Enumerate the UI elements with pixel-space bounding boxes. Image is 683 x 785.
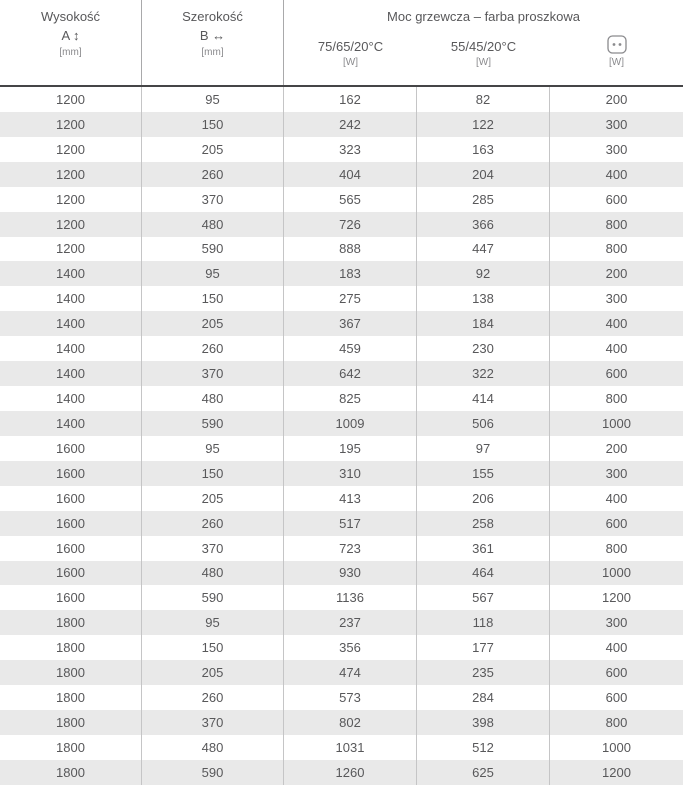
table-cell: 600 bbox=[605, 690, 628, 706]
table-cell: 1136 bbox=[284, 585, 417, 610]
table-cell: 1800 bbox=[0, 635, 142, 660]
table-cell: 1600 bbox=[0, 461, 142, 486]
table-cell: 565 bbox=[284, 187, 417, 212]
table-cell: 300 bbox=[605, 615, 628, 631]
table-row bbox=[0, 610, 683, 635]
table-cell: 235 bbox=[417, 660, 550, 685]
table-cell: 260 bbox=[142, 511, 284, 536]
width-unit: [mm] bbox=[201, 47, 224, 58]
table-cell: 600 bbox=[605, 191, 628, 207]
table-header bbox=[0, 0, 683, 87]
table-cell: 802 bbox=[284, 710, 417, 735]
table-row bbox=[0, 386, 683, 411]
table-cell: 177 bbox=[417, 635, 550, 660]
table-cell: 195 bbox=[284, 436, 417, 461]
table-cell: 356 bbox=[284, 635, 417, 660]
table-cell: 322 bbox=[417, 361, 550, 386]
table-cell: 237 bbox=[284, 610, 417, 635]
table-cell: 155 bbox=[417, 461, 550, 486]
table-cell: 590 bbox=[142, 411, 284, 436]
table-cell: 1200 bbox=[602, 590, 631, 606]
table-cell: 370 bbox=[142, 536, 284, 561]
table-cell: 184 bbox=[417, 311, 550, 336]
table-cell: 242 bbox=[284, 112, 417, 137]
table-cell: 258 bbox=[417, 511, 550, 536]
table-row bbox=[0, 112, 683, 137]
table-cell: 118 bbox=[417, 610, 550, 635]
table-cell: 95 bbox=[142, 436, 284, 461]
table-cell: 163 bbox=[417, 137, 550, 162]
table-row bbox=[0, 212, 683, 237]
table-cell: 230 bbox=[417, 336, 550, 361]
table-cell: 723 bbox=[284, 536, 417, 561]
power-socket-icon bbox=[550, 34, 683, 54]
table-cell: 642 bbox=[284, 361, 417, 386]
table-row bbox=[0, 361, 683, 386]
table-row bbox=[0, 735, 683, 760]
table-cell: 400 bbox=[605, 490, 628, 506]
table-cell: 361 bbox=[417, 536, 550, 561]
subheader-55-45-20 bbox=[417, 34, 550, 85]
table-row bbox=[0, 710, 683, 735]
table-cell: 573 bbox=[284, 685, 417, 710]
table-row bbox=[0, 436, 683, 461]
temperature-label: 55/45/20°C bbox=[450, 39, 517, 54]
table-cell: 1600 bbox=[0, 536, 142, 561]
table-cell: 1800 bbox=[0, 760, 142, 785]
table-row bbox=[0, 486, 683, 511]
table-cell: 323 bbox=[284, 137, 417, 162]
table-row bbox=[0, 336, 683, 361]
width-title: Szerokość bbox=[182, 9, 243, 24]
table-cell: 285 bbox=[417, 187, 550, 212]
table-cell: 480 bbox=[142, 735, 284, 760]
table-cell: 300 bbox=[605, 291, 628, 307]
table-cell: 204 bbox=[417, 162, 550, 187]
table-cell: 95 bbox=[142, 610, 284, 635]
table-cell: 205 bbox=[142, 486, 284, 511]
table-cell: 480 bbox=[142, 212, 284, 237]
header-col-width bbox=[142, 0, 284, 85]
temperature-label: 75/65/20°C bbox=[317, 39, 384, 54]
table-cell: 1600 bbox=[0, 486, 142, 511]
table-cell: 284 bbox=[417, 685, 550, 710]
table-row bbox=[0, 760, 683, 785]
table-cell: 590 bbox=[142, 760, 284, 785]
table-cell: 1000 bbox=[602, 415, 631, 431]
table-row bbox=[0, 237, 683, 262]
table-cell: 150 bbox=[142, 635, 284, 660]
table-cell: 1000 bbox=[602, 565, 631, 581]
table-cell: 205 bbox=[142, 311, 284, 336]
table-cell: 150 bbox=[142, 112, 284, 137]
table-cell: 590 bbox=[142, 237, 284, 262]
table-cell: 1200 bbox=[0, 112, 142, 137]
table-cell: 1800 bbox=[0, 685, 142, 710]
table-row bbox=[0, 585, 683, 610]
table-row bbox=[0, 536, 683, 561]
height-title: Wysokość bbox=[40, 9, 101, 24]
table-row bbox=[0, 311, 683, 336]
table-cell: 300 bbox=[605, 116, 628, 132]
table-cell: 1800 bbox=[0, 610, 142, 635]
table-cell: 414 bbox=[417, 386, 550, 411]
header-group-heating-power bbox=[284, 0, 683, 85]
table-cell: 310 bbox=[284, 461, 417, 486]
table-cell: 150 bbox=[142, 286, 284, 311]
table-row bbox=[0, 635, 683, 660]
table-cell: 370 bbox=[142, 710, 284, 735]
table-cell: 726 bbox=[284, 212, 417, 237]
table-cell: 625 bbox=[417, 760, 550, 785]
table-cell: 1400 bbox=[0, 261, 142, 286]
table-cell: 413 bbox=[284, 486, 417, 511]
table-cell: 260 bbox=[142, 162, 284, 187]
table-cell: 1400 bbox=[0, 286, 142, 311]
table-cell: 366 bbox=[417, 212, 550, 237]
table-cell: 1031 bbox=[284, 735, 417, 760]
table-cell: 1200 bbox=[0, 137, 142, 162]
table-cell: 1200 bbox=[0, 187, 142, 212]
subheader-75-65-20 bbox=[284, 34, 417, 85]
table-cell: 205 bbox=[142, 137, 284, 162]
table-cell: 480 bbox=[142, 561, 284, 586]
table-cell: 825 bbox=[284, 386, 417, 411]
table-row bbox=[0, 411, 683, 436]
table-cell: 1200 bbox=[0, 87, 142, 112]
table-cell: 260 bbox=[142, 336, 284, 361]
table-cell: 517 bbox=[284, 511, 417, 536]
subheader-electric bbox=[550, 34, 683, 85]
table-cell: 200 bbox=[605, 91, 628, 107]
table-row bbox=[0, 137, 683, 162]
table-cell: 370 bbox=[142, 361, 284, 386]
table-cell: 1009 bbox=[284, 411, 417, 436]
table-row bbox=[0, 87, 683, 112]
table-cell: 1260 bbox=[284, 760, 417, 785]
table-cell: 567 bbox=[417, 585, 550, 610]
table-cell: 200 bbox=[605, 440, 628, 456]
table-cell: 800 bbox=[605, 391, 628, 407]
table-row bbox=[0, 660, 683, 685]
table-cell: 512 bbox=[417, 735, 550, 760]
table-cell: 800 bbox=[605, 715, 628, 730]
table-cell: 162 bbox=[284, 87, 417, 112]
table-cell: 1400 bbox=[0, 386, 142, 411]
table-cell: 600 bbox=[605, 515, 628, 531]
table-cell: 1800 bbox=[0, 735, 142, 760]
table-cell: 1400 bbox=[0, 311, 142, 336]
table-row bbox=[0, 561, 683, 586]
table-cell: 1200 bbox=[602, 764, 631, 780]
table-cell: 800 bbox=[605, 540, 628, 556]
table-cell: 1600 bbox=[0, 561, 142, 586]
table-cell: 400 bbox=[605, 316, 628, 332]
table-row bbox=[0, 461, 683, 486]
table-cell: 122 bbox=[417, 112, 550, 137]
height-dimension-label: A ↕ bbox=[61, 28, 80, 43]
table-cell: 600 bbox=[605, 665, 628, 681]
table-row bbox=[0, 511, 683, 536]
table-row bbox=[0, 685, 683, 710]
watt-unit: [W] bbox=[476, 57, 491, 68]
table-cell: 800 bbox=[605, 216, 628, 232]
table-cell: 138 bbox=[417, 286, 550, 311]
heating-power-group-title: Moc grzewcza – farba proszkowa bbox=[387, 9, 580, 24]
table-cell: 275 bbox=[284, 286, 417, 311]
table-cell: 92 bbox=[417, 261, 550, 286]
table-cell: 447 bbox=[417, 237, 550, 262]
table-cell: 600 bbox=[605, 366, 628, 382]
table-cell: 1400 bbox=[0, 336, 142, 361]
table-cell: 400 bbox=[605, 640, 628, 656]
table-cell: 474 bbox=[284, 660, 417, 685]
table-cell: 300 bbox=[605, 141, 628, 157]
height-unit: [mm] bbox=[59, 47, 82, 58]
table-cell: 888 bbox=[284, 237, 417, 262]
table-cell: 183 bbox=[284, 261, 417, 286]
table-cell: 97 bbox=[417, 436, 550, 461]
table-cell: 1200 bbox=[0, 212, 142, 237]
table-cell: 1600 bbox=[0, 511, 142, 536]
table-cell: 1800 bbox=[0, 660, 142, 685]
table-cell: 930 bbox=[284, 561, 417, 586]
table-cell: 506 bbox=[417, 411, 550, 436]
table-cell: 1400 bbox=[0, 411, 142, 436]
table-cell: 480 bbox=[142, 386, 284, 411]
table-cell: 1400 bbox=[0, 361, 142, 386]
table-cell: 367 bbox=[284, 311, 417, 336]
watt-unit: [W] bbox=[343, 57, 358, 68]
table-cell: 260 bbox=[142, 685, 284, 710]
table-row bbox=[0, 162, 683, 187]
table-body bbox=[0, 87, 683, 785]
table-cell: 1200 bbox=[0, 162, 142, 187]
heating-power-subheaders bbox=[284, 34, 683, 85]
table-cell: 300 bbox=[605, 465, 628, 481]
table-row bbox=[0, 261, 683, 286]
header-col-height bbox=[0, 0, 142, 85]
table-cell: 1000 bbox=[602, 739, 631, 755]
table-cell: 95 bbox=[142, 261, 284, 286]
table-cell: 1600 bbox=[0, 436, 142, 461]
table-cell: 459 bbox=[284, 336, 417, 361]
table-cell: 800 bbox=[605, 241, 628, 257]
table-row bbox=[0, 187, 683, 212]
table-cell: 82 bbox=[417, 87, 550, 112]
watt-unit: [W] bbox=[609, 57, 624, 68]
table-cell: 400 bbox=[605, 166, 628, 182]
table-cell: 400 bbox=[605, 341, 628, 357]
table-cell: 1600 bbox=[0, 585, 142, 610]
table-cell: 370 bbox=[142, 187, 284, 212]
table-cell: 150 bbox=[142, 461, 284, 486]
table-cell: 398 bbox=[417, 710, 550, 735]
table-cell: 404 bbox=[284, 162, 417, 187]
table-cell: 205 bbox=[142, 660, 284, 685]
table-cell: 1200 bbox=[0, 237, 142, 262]
table-cell: 590 bbox=[142, 585, 284, 610]
table-cell: 206 bbox=[417, 486, 550, 511]
table-cell: 95 bbox=[142, 87, 284, 112]
table-cell: 464 bbox=[417, 561, 550, 586]
table-row bbox=[0, 286, 683, 311]
width-dimension-label: B ↔ bbox=[199, 28, 226, 43]
table-cell: 200 bbox=[605, 266, 628, 282]
table-cell: 1800 bbox=[0, 710, 142, 735]
